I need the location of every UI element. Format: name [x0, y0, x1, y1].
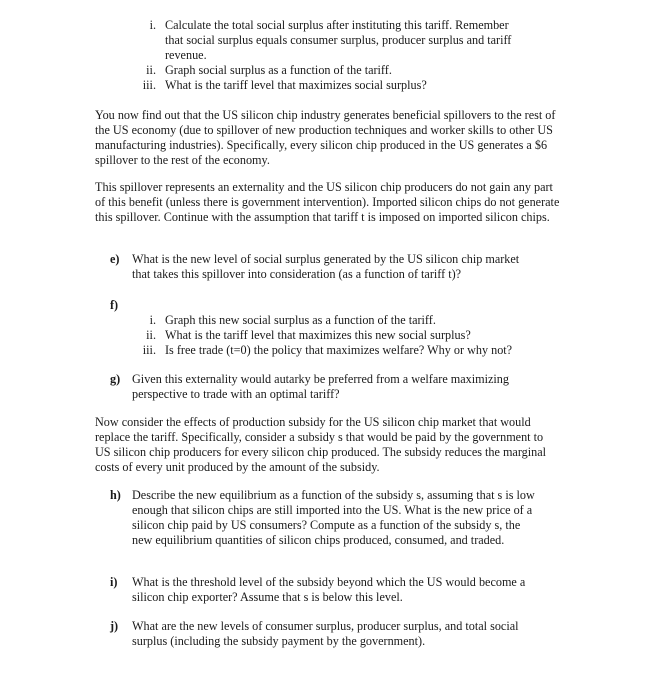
question-h: h) Describe the new equilibrium as a function of the subsidy s, assuming that s is low enough that silicon chips are still imported into the US. What is the new price of a silicon chip paid by US consumers? Compute as a function of the subsidy s, the new equilibrium quantities of silicon chips produced, consumed, and traded. — [110, 488, 535, 547]
top-roman-list — [110, 18, 525, 93]
paragraph-subsidy: Now consider the effects of production subsidy for the US silicon chip market that would replace the tariff. Specifically, consider a subsidy s that would be paid by the government to US silicon chip producers for every silicon chip produced. The subsidy reduces the marginal costs of every unit produced by the amount of the subsidy. — [95, 415, 547, 474]
paragraph-spillover: You now find out that the US silicon chip industry generates beneficial spillovers to the rest of the US economy (due to spillover of new production techniques and worker skills to other US manufacturing industries). Specifically, every silicon chip produced in the US generates a $6 spillover to the rest of the economy. — [95, 108, 556, 167]
question-g: g) Given this externality would autarky be preferred from a welfare maximizing perspective to trade with an optimal tariff? — [110, 372, 509, 401]
list-item: iii. Is free trade (t=0) the policy that maximizes welfare? Why or why not? — [142, 343, 513, 357]
question-j: j) What are the new levels of consumer surplus, producer surplus, and total social surplus (including the subsidy payment by the government). — [110, 619, 519, 648]
list-item: i. Calculate the total social surplus after instituting this tariff. Remember that social surplus equals consumer surplus, producer surplus and tariff revenue. — [149, 18, 512, 62]
list-item: ii. What is the tariff level that maximizes this new social surplus? — [146, 328, 471, 342]
list-item: iii. What is the tariff level that maximizes social surplus? — [142, 78, 427, 92]
list-item: i. Graph this new social surplus as a function of the tariff. — [149, 313, 436, 327]
paragraph-externality: This spillover represents an externality and the US silicon chip producers do not gain any part of this benefit (unless there is government intervention). Imported silicon chips do not generate this spillover. Continue with the assumption that tariff t is imposed on imported silicon chips. — [95, 180, 560, 224]
question-i: i) What is the threshold level of the subsidy beyond which the US would become a silicon chip exporter? Assume that s is below this level. — [110, 575, 526, 604]
list-item: ii. Graph social surplus as a function of the tariff. — [146, 63, 392, 77]
question-e: e) What is the new level of social surplus generated by the US silicon chip market that takes this spillover into consideration (as a function of tariff t)? — [110, 252, 520, 281]
question-f: f) i. Graph this new social surplus as a function of the tariff. ii. What is the tariff level that maximizes this new social surplus? iii. Is free trade (t=0) the policy that maximizes welfare? Why or why not? — [110, 298, 565, 358]
